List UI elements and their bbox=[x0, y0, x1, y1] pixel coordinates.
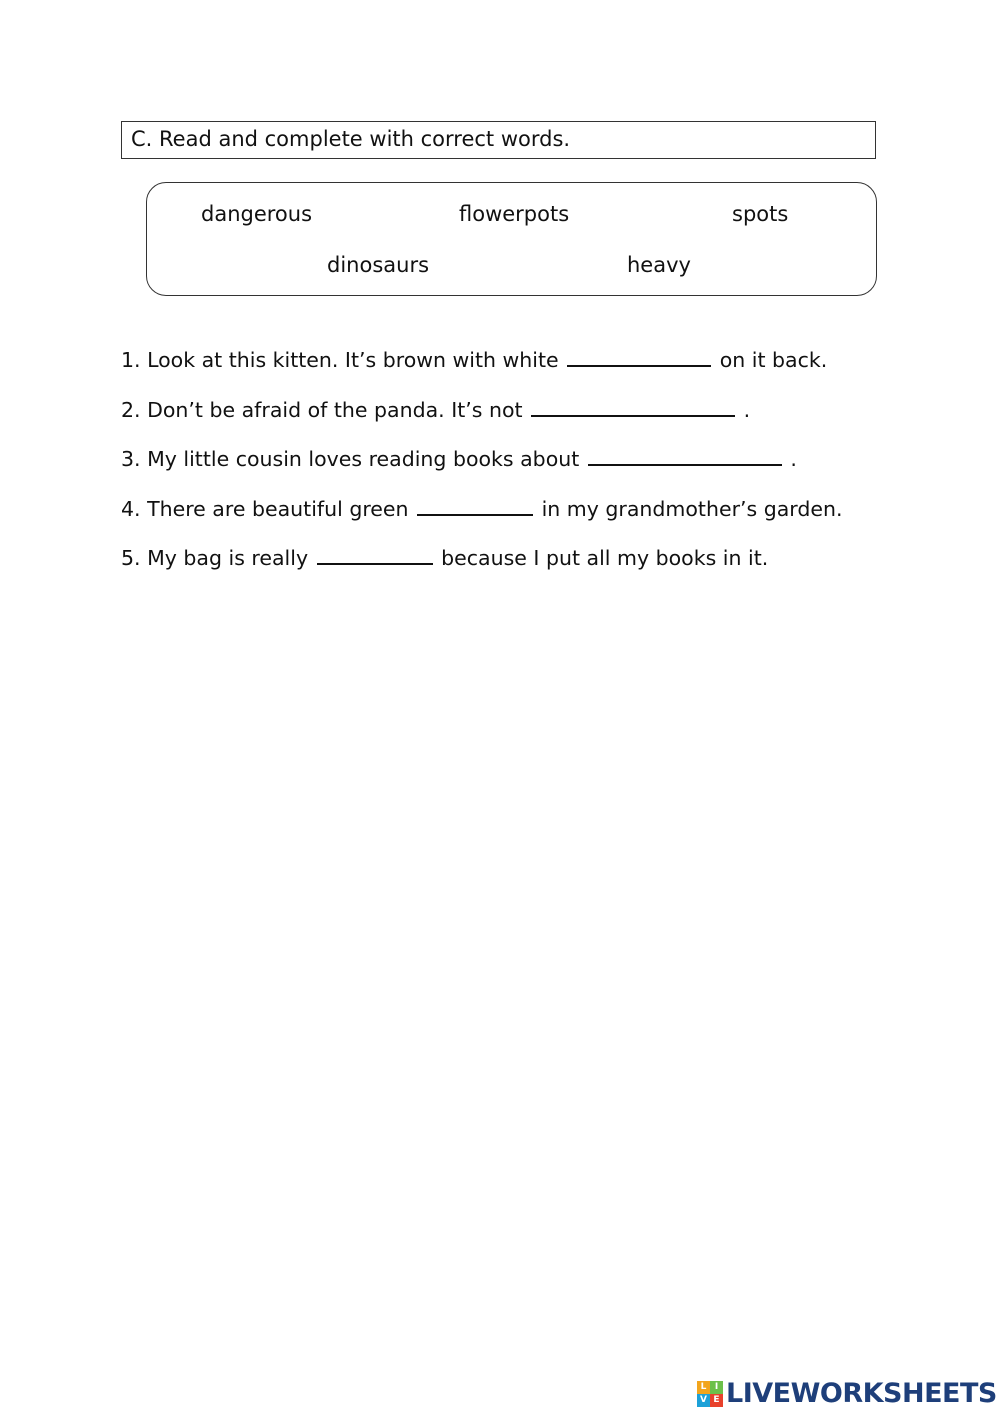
logo-wordmark: LIVEWORKSHEETS bbox=[726, 1378, 997, 1409]
question-text-end: on it back. bbox=[719, 348, 828, 372]
answer-blank[interactable] bbox=[417, 494, 533, 516]
question-text: 2. Don’t be afraid of the panda. It’s not bbox=[121, 397, 523, 422]
question-item bbox=[121, 345, 981, 395]
question-text-end: in my grandmother’s garden. bbox=[541, 496, 843, 521]
word-bank-item: flowerpots bbox=[459, 202, 570, 226]
section-instruction: C. Read and complete with correct words. bbox=[121, 121, 876, 159]
word-bank-item: dinosaurs bbox=[327, 253, 430, 277]
question-text: 1. Look at this kitten. It’s brown with white bbox=[121, 348, 559, 372]
question-list bbox=[121, 345, 981, 593]
question-item bbox=[121, 444, 981, 494]
answer-blank[interactable] bbox=[567, 345, 711, 367]
question-text-end: because I put all my books in it. bbox=[441, 546, 769, 570]
liveworksheets-logo bbox=[697, 1378, 997, 1410]
answer-blank[interactable] bbox=[588, 444, 782, 466]
word-bank-box bbox=[146, 182, 877, 296]
question-text-end: . bbox=[743, 397, 751, 422]
word-bank-item: dangerous bbox=[201, 202, 313, 226]
question-item bbox=[121, 395, 981, 445]
question-text: 3. My little cousin loves reading books about bbox=[121, 447, 580, 471]
question-text: 4. There are beautiful green bbox=[121, 496, 409, 521]
word-bank-item: heavy bbox=[627, 253, 691, 277]
question-text: 5. My bag is really bbox=[121, 546, 309, 570]
answer-blank[interactable] bbox=[531, 395, 735, 417]
question-item bbox=[121, 543, 981, 593]
liveworksheets-logo-icon: L I V E bbox=[697, 1381, 723, 1407]
answer-blank[interactable] bbox=[317, 543, 433, 565]
question-item bbox=[121, 494, 981, 544]
word-bank-item: spots bbox=[732, 202, 789, 226]
question-text-end: . bbox=[790, 447, 797, 471]
